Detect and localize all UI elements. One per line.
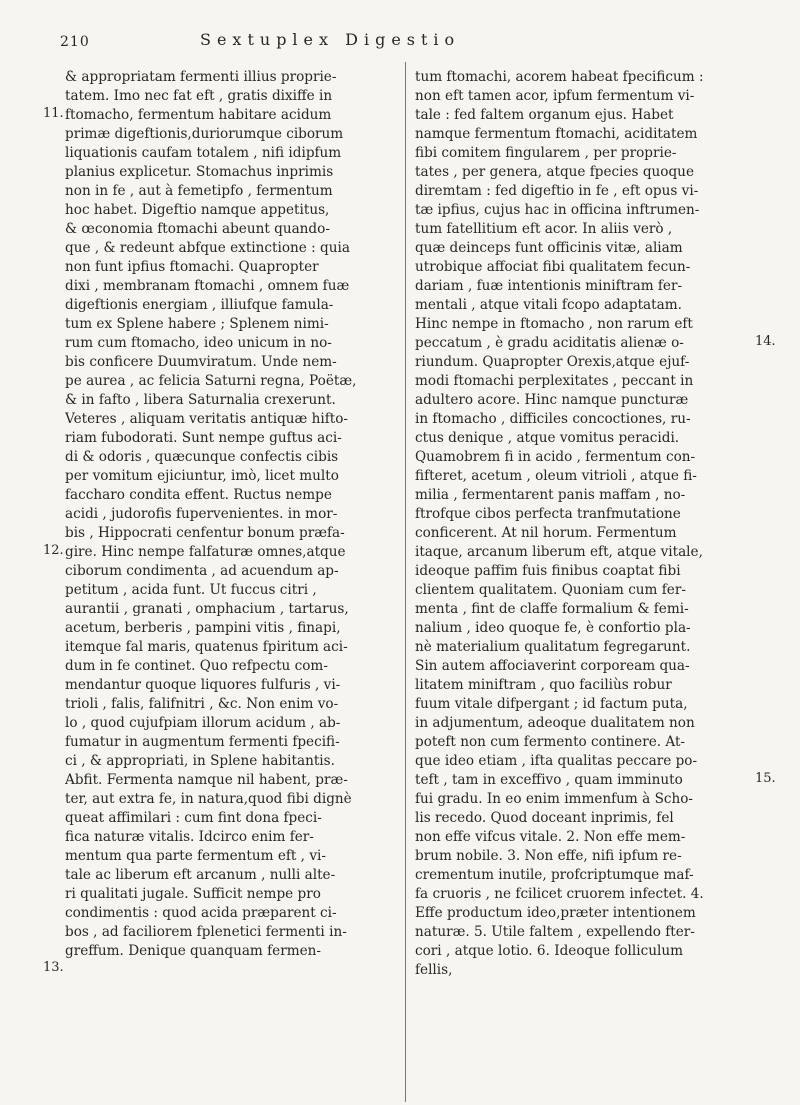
right-column-line: in adjumentum, adeoque dualitatem non bbox=[415, 715, 695, 731]
left-column-line: tatem. Imo nec fat eft , gratis dixiffe in bbox=[65, 88, 333, 104]
right-column-line: clientem qualitatem. Quoniam cum fer- bbox=[415, 582, 686, 598]
right-column-line: conficerent. At nil horum. Fermentum bbox=[415, 525, 677, 541]
left-column-line: di & odoris , quæcunque confectis cibis bbox=[65, 449, 339, 465]
right-column-line: ftrofque cibos perfecta tranfmutatione bbox=[415, 506, 681, 522]
left-column-line: tale ac liberum eft arcanum , nulli alte- bbox=[65, 867, 336, 883]
left-column-line: fica naturæ vitalis. Idcirco enim fer- bbox=[65, 829, 314, 845]
right-column-line: dariam , fuæ intentionis miniftram fer- bbox=[415, 278, 683, 294]
left-column-line: fumatur in augmentum fermenti fpecifi- bbox=[65, 734, 340, 750]
left-column-line: liquationis caufam totalem , nifi idipfum bbox=[65, 145, 342, 161]
right-column-line: teft , tam in exceffivo , quam imminuto bbox=[415, 772, 683, 788]
right-column-line: quæ deinceps funt officinis vitæ, aliam bbox=[415, 240, 683, 256]
left-column-line: gire. Hinc nempe falfaturæ omnes,atque bbox=[65, 544, 346, 560]
left-column-line: facchаro condita effent. Ructus nempe bbox=[65, 487, 332, 503]
right-column-line: fellis, bbox=[415, 962, 453, 978]
left-column-line: aurantii , granati , omphacium , tartarus, bbox=[65, 601, 349, 617]
right-column-line: tates , per genera, atque fpecies quoque bbox=[415, 164, 694, 180]
right-column-line: Quamobrem fi in acido , fermentum con- bbox=[415, 449, 696, 465]
right-column-line: crementum inutile, profcriptumque maf- bbox=[415, 867, 694, 883]
left-column-line: que , & redeunt abfque extinctione : quia bbox=[65, 240, 350, 256]
right-column-line: peccatum , è gradu aciditatis alienæ o- bbox=[415, 335, 684, 351]
right-column-line: non eft tamen acor, ipfum fermentum vi- bbox=[415, 88, 695, 104]
left-column-line: hoc habet. Digeftio namque appetitus, bbox=[65, 202, 330, 218]
right-column-line: Effe productum ideo,præter intentionem bbox=[415, 905, 696, 921]
right-column-line: adultero acore. Hinc namque puncturæ bbox=[415, 392, 689, 408]
left-column-line: bis , Hippocrati cenfentur bonum præfa- bbox=[65, 525, 345, 541]
left-column-line: planius explicetur. Stomachus inprimis bbox=[65, 164, 334, 180]
left-column-line: Abfit. Fermenta namque nil habent, præ- bbox=[65, 772, 348, 788]
left-column-line: riam fubodorati. Sunt nempe guftus aci- bbox=[65, 430, 342, 446]
left-column-line: mentum qua parte fermentum eft , vi- bbox=[65, 848, 326, 864]
right-column-line: tum ftomachi, acorem habeat fpecificum : bbox=[415, 69, 704, 85]
running-title: Sextuplex Digestio bbox=[200, 30, 461, 49]
margin-number-15: 15. bbox=[755, 771, 776, 786]
right-column-line: in ftomacho , difficiles concoctiones, ru- bbox=[415, 411, 691, 427]
column-divider bbox=[405, 62, 406, 1102]
left-column-line: dixi , membranam ftomachi , omnem fuæ bbox=[65, 278, 350, 294]
right-column-line: brum nobile. 3. Non effe, nifi ipfum re- bbox=[415, 848, 682, 864]
left-column-line: acetum, berberis , pampini vitis , finapi, bbox=[65, 620, 341, 636]
right-column-line: tale : fed faltem organum ejus. Habet bbox=[415, 107, 674, 123]
right-column-line: fifteret, acetum , oleum vitrioli , atque fi- bbox=[415, 468, 697, 484]
left-column-line: tum ex Splene habere ; Splenem nimi- bbox=[65, 316, 329, 332]
left-column-line: ciborum condimenta , ad acuendum ap- bbox=[65, 563, 339, 579]
left-column-line: lo , quod cujufpiam illorum acidum , ab- bbox=[65, 715, 341, 731]
left-column-line: bis conficere Duumviratum. Unde nem- bbox=[65, 354, 337, 370]
left-column-line: per vomitum ejiciuntur, imò, licet multo bbox=[65, 468, 339, 484]
left-column-line: trioli , falis, falifnitri , &c. Non enim vo- bbox=[65, 696, 339, 712]
right-column-line: fui gradu. In eo enim immenfum à Scho- bbox=[415, 791, 694, 807]
left-column-line: petitum , acida funt. Ut fuccus citri , bbox=[65, 582, 317, 598]
right-column-line: milia , fermentarent panis maffam , no- bbox=[415, 487, 686, 503]
right-text-column bbox=[415, 68, 745, 980]
right-column-line: nè materialium qualitatum fegregarunt. bbox=[415, 639, 691, 655]
right-column-line: modi ftomachi perplexitates , peccant in bbox=[415, 373, 694, 389]
right-column-line: non effe vifcus vitale. 2. Non effe mem- bbox=[415, 829, 686, 845]
left-column-line: ftomacho, fermentum habitare acidum bbox=[65, 107, 332, 123]
right-column-line: utrobique affociat fibi qualitatem fecun- bbox=[415, 259, 691, 275]
margin-number-14: 14. bbox=[755, 334, 776, 349]
left-column-line: bos , ad faciliorem fplenetici fermenti in- bbox=[65, 924, 347, 940]
right-column-line: tæ ipfius, cujus hac in officina inftrumen- bbox=[415, 202, 700, 218]
left-column-line: ci , & appropriati, in Splene habitantis. bbox=[65, 753, 335, 769]
left-column-line: primæ digeftionis,duriorumque ciborum bbox=[65, 126, 344, 142]
right-column-line: fuum vitale difpergant ; id factum puta, bbox=[415, 696, 688, 712]
left-column-line: non funt ipfius ftomachi. Quapropter bbox=[65, 259, 319, 275]
right-column-line: menta , fint de claffe formalium & femi- bbox=[415, 601, 689, 617]
page-header bbox=[60, 30, 740, 60]
margin-number-11: 11. bbox=[43, 106, 64, 121]
left-column-line: & in fafto , libera Saturnalia crexerunt. bbox=[65, 392, 336, 408]
left-column-line: & œconomia ftomachi abeunt quando- bbox=[65, 221, 330, 237]
left-column-line: & appropriatam fermenti illius proprie- bbox=[65, 69, 337, 85]
right-column-line: fibi comitem fingularem , per proprie- bbox=[415, 145, 677, 161]
right-column-line: riundum. Quapropter Orexis,atque ejuf- bbox=[415, 354, 690, 370]
margin-number-12: 12. bbox=[43, 543, 64, 558]
left-column-line: digeftionis energiam , illiufque famula- bbox=[65, 297, 334, 313]
right-column-line: fa cruoris , ne fcilicet cruorem infectet. 4. bbox=[415, 886, 704, 902]
right-column-line: poteft non cum fermento continere. At- bbox=[415, 734, 686, 750]
left-column-line: condimentis : quod acida præparent ci- bbox=[65, 905, 337, 921]
left-column-line: pe aurea , ac felicia Saturni regna, Poëtæ, bbox=[65, 373, 357, 389]
left-column-line: greffum. Denique quanquam fermen- bbox=[65, 943, 322, 959]
right-column-line: nalium , ideo quoque fe, è confortio pla- bbox=[415, 620, 691, 636]
right-column-line: ctus denique , atque vomitus peracidi. bbox=[415, 430, 680, 446]
left-column-line: ri qualitati jugale. Sufficit nempe pro bbox=[65, 886, 321, 902]
left-text-column bbox=[65, 68, 395, 961]
left-column-line: acidi , judorofis fupervenientes. in mor- bbox=[65, 506, 338, 522]
left-column-line: dum in fe continet. Quo refpectu com- bbox=[65, 658, 328, 674]
right-column-line: diremtam : fed digeftio in fe , eft opus vi- bbox=[415, 183, 699, 199]
right-column-line: ideoque paffim fuis finibus coaptat fibi bbox=[415, 563, 681, 579]
right-column-line: mentali , atque vitali fcopo adaptatam. bbox=[415, 297, 682, 313]
right-column-line: lis recedo. Quod doceant inprimis, fel bbox=[415, 810, 674, 826]
left-column-line: itemque fal maris, quatenus fpiritum aci- bbox=[65, 639, 348, 655]
right-column-line: cori , atque lotio. 6. Ideoque folliculum bbox=[415, 943, 683, 959]
right-column-line: litatem miniftram , quo faciliùs robur bbox=[415, 677, 672, 693]
right-column-line: Hinc nempe in ftomacho , non rarum eft bbox=[415, 316, 693, 332]
right-column-line: tum fatellitium eft acor. In aliis verò , bbox=[415, 221, 673, 237]
right-column-line: Sin autem affociaverint corpoream qua- bbox=[415, 658, 690, 674]
right-column-line: namque fermentum ftomachi, aciditatem bbox=[415, 126, 698, 142]
left-column-line: queat affimilari : cum fint dona fpeci- bbox=[65, 810, 322, 826]
right-column-line: que ideo etiam , ifta qualitas peccare po- bbox=[415, 753, 698, 769]
margin-number-13: 13. bbox=[43, 960, 64, 975]
left-column-line: rum cum ftomacho, ideo unicum in no- bbox=[65, 335, 332, 351]
left-column-line: Veteres , aliquam veritatis antiquæ hifto- bbox=[65, 411, 349, 427]
left-column-line: non in fe , aut à femetipfo , fermentum bbox=[65, 183, 333, 199]
left-column-line: ter, aut extra fe, in natura,quod fibi dignè bbox=[65, 791, 352, 807]
left-column-line: mendantur quoque liquores fulfuris , vi- bbox=[65, 677, 341, 693]
right-column-line: itaque, arcanum liberum eft, atque vitale, bbox=[415, 544, 703, 560]
page-number: 210 bbox=[60, 34, 90, 50]
right-column-line: naturæ. 5. Utile faltem , expellendo fter- bbox=[415, 924, 695, 940]
